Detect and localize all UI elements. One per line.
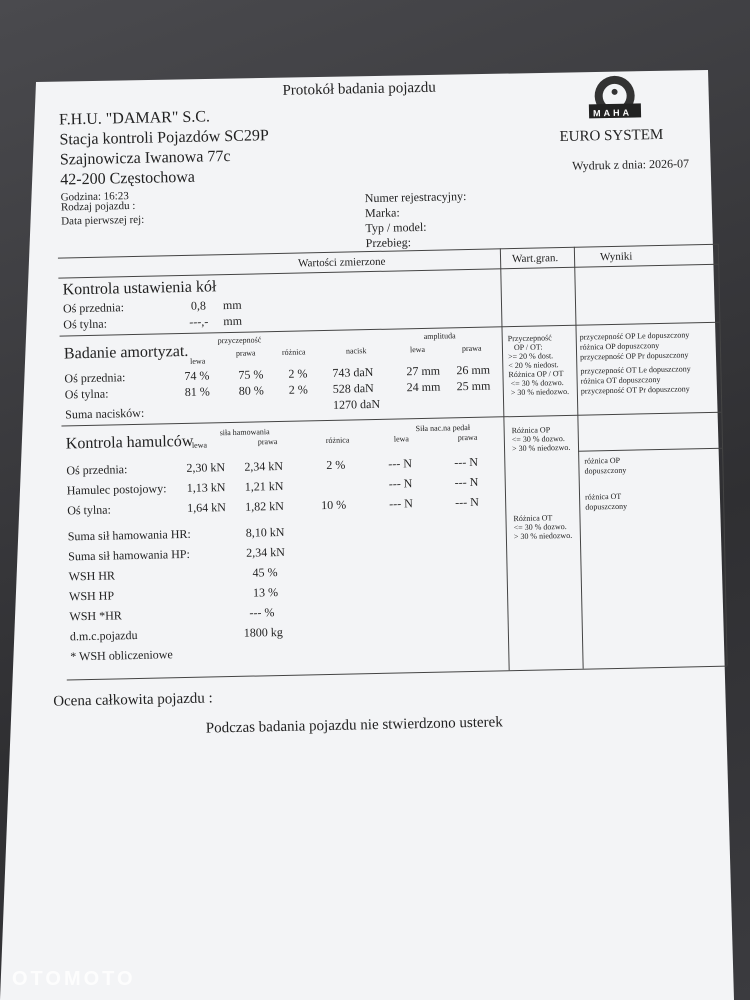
brakes-limit-ot-1: <= 30 % dozwo. <box>513 521 567 533</box>
alignment-rear-label: Oś tylna: <box>63 316 108 332</box>
station-address: Szajnowicza Iwanowa 77c <box>59 147 231 169</box>
brakes-sum-hr-value: 8,10 kN <box>245 524 285 540</box>
header-results: Wyniki <box>599 250 633 264</box>
brakes-sum-hp-value: 2,34 kN <box>246 544 285 560</box>
brakes-wsh-calc-value: --- % <box>249 605 275 620</box>
brakes-rear-label: Oś tylna: <box>67 502 112 518</box>
shocks-rear-amp-right: 25 mm <box>456 378 491 394</box>
brakes-limit-ot-0: Różnica OT <box>513 513 553 524</box>
brakes-limit-op-0: Różnica OP <box>511 425 551 436</box>
brakes-head-pedal: Siła nac.na pedał <box>415 422 471 434</box>
brakes-gvw-value: 1800 kg <box>243 624 283 640</box>
brakes-limit-ot-2: > 30 % niedozwo. <box>513 530 573 542</box>
brakes-front-right: 2,34 kN <box>244 458 284 474</box>
alignment-title: Kontrola ustawienia kół <box>62 278 217 299</box>
inspection-protocol <box>36 56 745 1000</box>
shocks-result-0: przyczepność OP Le dopuszczony <box>579 330 690 342</box>
column-divider-right <box>718 244 728 666</box>
brakes-limit-op-2: > 30 % niedozwo. <box>511 442 571 454</box>
brakes-sum-hr-label: Suma sił hamowania HR: <box>67 526 191 544</box>
shocks-limit-0: Przyczepność <box>507 333 552 344</box>
alignment-rear-unit: mm <box>223 313 243 329</box>
shocks-head-adhesion: przyczepność <box>217 335 262 346</box>
brakes-rear-left: 1,64 kN <box>187 500 227 515</box>
brakes-footnote: * WSH obliczeniowe <box>70 647 173 664</box>
brakes-front-pedal-left: --- N <box>388 456 413 471</box>
shocks-head-load: nacisk <box>345 346 367 356</box>
shocks-title: Badanie amortyzat. <box>63 342 189 363</box>
alignment-front-value: 0,8 <box>190 298 207 313</box>
brakes-result-1: dopuszczony <box>584 465 627 476</box>
shocks-limit-5: <= 30 % dozwo. <box>510 378 564 389</box>
shocks-result-4: różnica OT dopuszczony <box>580 374 661 386</box>
table-bottom-rule <box>67 666 727 681</box>
shocks-front-diff: 2 % <box>288 366 308 381</box>
shocks-front-right: 75 % <box>238 367 264 382</box>
brakes-gvw-label: d.m.c.pojazdu <box>69 627 138 644</box>
brakes-head-diff: różnica <box>325 435 350 446</box>
label-mileage: Przebieg: <box>365 235 412 251</box>
label-first-registration: Data pierwszej rej: <box>61 213 145 228</box>
column-divider-measured <box>500 248 510 670</box>
logo-brand: MAHA <box>592 107 633 119</box>
column-divider-limit <box>574 247 584 669</box>
table-header-rule <box>58 264 718 279</box>
station-name: F.H.U. "DAMAR" S.C. <box>58 108 211 129</box>
label-make: Marka: <box>364 205 400 221</box>
brakes-head-pedal-right: prawa <box>457 432 478 443</box>
shocks-limit-4: Różnica OP / OT <box>508 369 564 380</box>
shocks-sum-label: Suma nacisków: <box>65 405 145 422</box>
brakes-head-force: siła hamowania <box>219 427 270 438</box>
watermark-logo: OTOMOTO <box>12 968 136 990</box>
shocks-rear-label: Oś tylna: <box>64 386 109 402</box>
printout-date: Wydruk z dnia: 2026-07 <box>571 156 690 173</box>
shocks-head-left: lewa <box>190 356 206 366</box>
brakes-wsh-hr-label: WSH HR <box>68 568 116 584</box>
brakes-head-right: prawa <box>257 437 278 447</box>
label-registration-number: Numer rejestracyjny: <box>364 189 467 206</box>
brakes-result-0: różnica OP <box>584 455 621 466</box>
shocks-head-amplitude: amplituda <box>423 331 456 341</box>
shocks-front-amp-right: 26 mm <box>456 362 491 378</box>
shocks-front-label: Oś przednia: <box>64 370 126 386</box>
brakes-rear-pedal-left: --- N <box>389 496 413 511</box>
alignment-front-unit: mm <box>222 297 242 313</box>
brakes-front-diff: 2 % <box>326 457 346 473</box>
overall-text: Podczas badania pojazdu nie stwierdzono usterek <box>205 714 503 737</box>
label-vehicle-type: Rodzaj pojazdu : <box>60 199 136 214</box>
brakes-front-left: 2,30 kN <box>186 460 226 475</box>
brakes-result-3: dopuszczony <box>585 501 628 512</box>
brakes-parking-pedal-left: --- N <box>388 476 413 491</box>
header-measured: Wartości zmierzone <box>297 255 386 270</box>
header-limit: Wart.gran. <box>511 252 559 266</box>
shocks-front-amp-left: 27 mm <box>406 363 441 379</box>
shocks-result-3: przyczepność OT Le dopuszczony <box>580 364 691 376</box>
shocks-head-amp-left: lewa <box>409 344 426 355</box>
shocks-rear-amp-left: 24 mm <box>406 379 441 395</box>
station-city: 42-200 Częstochowa <box>60 168 196 189</box>
brakes-wsh-hp-label: WSH HP <box>68 588 115 604</box>
brakes-wsh-calc-label: WSH *HR <box>69 608 122 624</box>
brakes-rear-right: 1,82 kN <box>245 498 285 514</box>
shocks-result-1: różnica OP dopuszczony <box>579 341 660 352</box>
brakes-sum-hp-label: Suma sił hamowania HP: <box>68 546 190 564</box>
brakes-result-rule <box>578 448 722 452</box>
logo-system: EURO SYSTEM <box>559 126 664 146</box>
brakes-front-label: Oś przednia: <box>66 462 128 478</box>
brakes-parking-pedal-right: --- N <box>454 474 479 490</box>
shocks-rear-load: 528 daN <box>332 380 374 396</box>
brakes-rear-diff: 10 % <box>321 497 347 513</box>
shocks-front-left: 74 % <box>184 368 210 383</box>
shocks-head-right: prawa <box>235 348 256 358</box>
shocks-limit-1: OP / OT: <box>513 342 543 353</box>
brakes-parking-label: Hamulec postojowy: <box>66 481 167 498</box>
brakes-head-pedal-left: lewa <box>393 434 410 444</box>
alignment-front-label: Oś przednia: <box>62 300 125 316</box>
shocks-limit-6: > 30 % niedozwo. <box>510 386 570 398</box>
station-line2: Stacja kontroli Pojazdów SC29P <box>59 127 269 149</box>
overall-label: Ocena całkowita pojazdu : <box>53 690 213 710</box>
brakes-title: Kontrola hamulców <box>65 432 194 453</box>
shocks-limit-3: < 20 % niedost. <box>508 360 559 371</box>
shocks-result-5: przyczepność OT Pr dopuszczony <box>580 384 690 396</box>
shocks-head-diff: różnica <box>281 347 306 357</box>
shocks-limit-2: >= 20 % dost. <box>508 351 554 362</box>
shocks-head-amp-right: prawa <box>461 343 482 354</box>
brakes-top-rule <box>61 412 721 427</box>
brakes-parking-right: 1,21 kN <box>244 478 284 494</box>
alignment-rear-value: ---,- <box>189 314 209 329</box>
shocks-rear-left: 81 % <box>184 384 210 399</box>
brakes-limit-op-1: <= 30 % dozwo. <box>511 434 565 445</box>
shocks-result-2: przyczepność OP Pr dopuszczony <box>580 350 689 362</box>
brakes-rear-pedal-right: --- N <box>454 494 479 510</box>
shocks-rear-right: 80 % <box>238 383 264 398</box>
brakes-front-pedal-right: --- N <box>454 454 479 470</box>
document-title: Protokół badania pojazdu <box>282 79 436 99</box>
brakes-parking-left: 1,13 kN <box>186 480 226 495</box>
shocks-rear-diff: 2 % <box>288 382 308 397</box>
brakes-result-2: różnica OT <box>584 491 622 502</box>
label-model: Typ / model: <box>365 219 427 236</box>
shocks-sum-value: 1270 daN <box>332 396 381 412</box>
brakes-title-sub: lewa <box>191 440 208 450</box>
inspection-time: Godzina: 16:23 <box>60 190 129 204</box>
brakes-wsh-hr-value: 45 % <box>252 565 278 580</box>
shocks-front-load: 743 daN <box>332 365 374 380</box>
brakes-wsh-hp-value: 13 % <box>252 585 279 600</box>
